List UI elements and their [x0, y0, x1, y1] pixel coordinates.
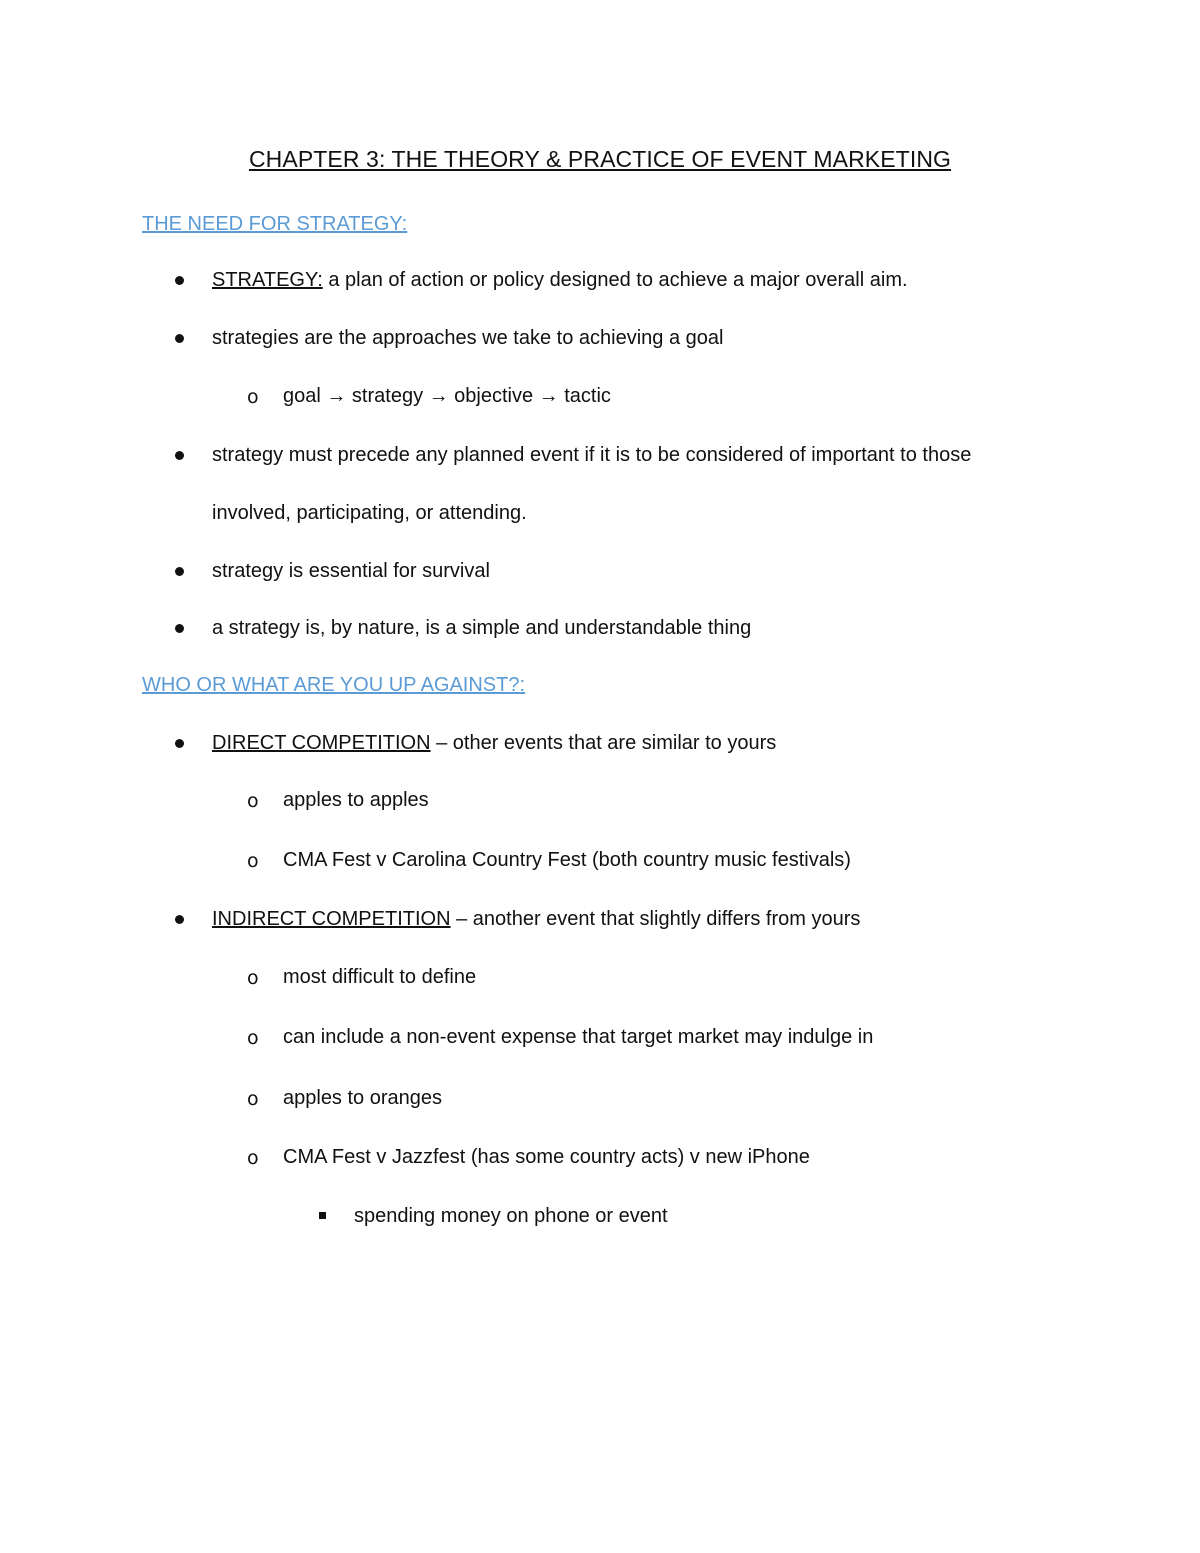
list-item [212, 266, 908, 294]
bullet-circle: o [247, 386, 259, 408]
sub-sub-list-item: spending money on phone or event [354, 1205, 668, 1227]
bullet-disc [175, 451, 184, 460]
bullet-circle: o [247, 1147, 259, 1169]
list-item: strategies are the approaches we take to achieving a goal [212, 327, 724, 349]
sub-list-item: CMA Fest v Jazzfest (has some country acts) v new iPhone [283, 1146, 810, 1168]
bullet-circle: o [247, 967, 259, 989]
term-direct-competition: DIRECT COMPETITION [212, 732, 431, 754]
list-item-continuation: involved, participating, or attending. [212, 502, 527, 524]
page-title: CHAPTER 3: THE THEORY & PRACTICE OF EVENT MARKETING [248, 146, 952, 172]
list-item [212, 729, 776, 757]
item-text: a plan of action or policy designed to achieve a major overall aim. [322, 269, 908, 291]
section-heading-strategy: THE NEED FOR STRATEGY: [142, 213, 408, 235]
bullet-circle: o [247, 790, 259, 812]
list-item: a strategy is, by nature, is a simple and understandable thing [212, 617, 752, 639]
sub-list-item: apples to oranges [283, 1087, 443, 1109]
bullet-disc [175, 334, 184, 343]
bullet-circle: o [247, 1027, 259, 1049]
bullet-disc [175, 567, 184, 576]
bullet-disc [175, 276, 184, 285]
sub-list-item: most difficult to define [283, 966, 477, 988]
term-strategy: STRATEGY: [212, 269, 323, 291]
term-indirect-competition: INDIRECT COMPETITION [212, 908, 451, 930]
section-heading-competition: WHO OR WHAT ARE YOU UP AGAINST?: [142, 674, 526, 696]
item-text: – other events that are similar to yours [430, 732, 777, 754]
item-text: – another event that slightly differs from yours [450, 908, 861, 930]
bullet-disc [175, 739, 184, 748]
list-item: strategy is essential for survival [212, 560, 490, 582]
sub-list-item: apples to apples [283, 789, 429, 811]
sub-list-item: CMA Fest v Carolina Country Fest (both country music festivals) [283, 849, 851, 871]
list-item [212, 905, 860, 933]
sub-list-item: goal → strategy → objective → tactic [283, 385, 611, 407]
list-item: strategy must precede any planned event if it is to be considered of important to those [212, 444, 972, 466]
bullet-circle: o [247, 1088, 259, 1110]
bullet-circle: o [247, 850, 259, 872]
bullet-disc [175, 915, 184, 924]
bullet-square [319, 1212, 326, 1219]
bullet-disc [175, 624, 184, 633]
sub-list-item: can include a non-event expense that target market may indulge in [283, 1026, 874, 1048]
